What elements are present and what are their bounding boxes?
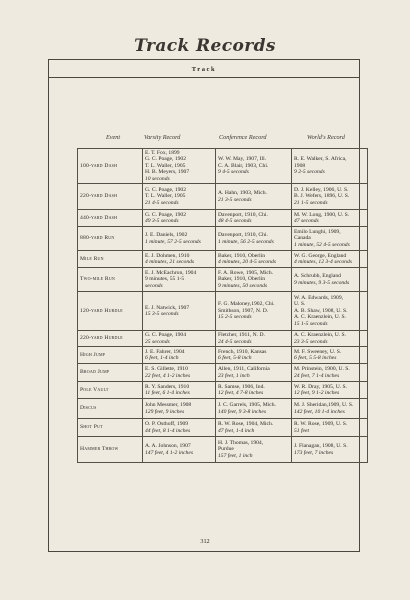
varsity-record-line: 4 minutes, 21 seconds	[145, 259, 195, 266]
event-cell: 220-yard Dash	[78, 184, 143, 210]
varsity-record-cell	[143, 347, 216, 364]
conference-record-line: 140 feet, 9 3-8 inches	[218, 408, 267, 415]
world-record-line: R. E. Walker, S. Africa,	[294, 156, 347, 163]
world-record-cell	[292, 419, 368, 437]
varsity-record-line: 11 feet, 6 1-4 inches	[145, 390, 190, 397]
conference-record-line: 6 feet, 5-8 inch	[218, 355, 252, 362]
column-header-world: World's Record	[307, 134, 345, 141]
varsity-record-line: 1 minute, 57 2-5 seconds	[145, 238, 201, 245]
world-record-cell	[292, 210, 368, 227]
conference-record-cell	[216, 210, 292, 227]
world-record-line: 4 minutes, 12 3-4 seconds	[294, 259, 352, 266]
table-row	[78, 268, 368, 292]
conference-record-line: F. A. Rowe, 1905, Mich.	[218, 269, 274, 276]
varsity-record-line: 21 4-5 seconds	[145, 199, 179, 206]
world-record-line: 173 feet, 7 inches	[294, 449, 334, 456]
world-record-cell	[292, 331, 368, 347]
varsity-record-cell	[143, 251, 216, 268]
conference-record-cell	[216, 347, 292, 364]
world-record-cell	[292, 268, 368, 292]
conference-record-line: R. Samse, 1906, Ind.	[218, 383, 265, 390]
table-row	[78, 149, 368, 184]
world-record-line: 21 1-5 seconds	[294, 199, 328, 206]
varsity-record-line: J. E. Daniels, 1902	[145, 232, 188, 239]
world-record-line: 51 feet	[294, 427, 310, 434]
varsity-record-line: T. L. Waller, 1905	[145, 162, 186, 169]
world-record-line: A. B. Shaw, 1908, U. S.	[294, 307, 348, 314]
varsity-record-line: G. C. Poage, 1902	[145, 211, 187, 218]
conference-record-line: Fletcher, 1911, N. D.	[218, 332, 265, 339]
varsity-record-line: J. E. Fahrer, 1904	[145, 348, 185, 355]
world-record-cell	[292, 399, 368, 419]
world-record-line: U. S.	[294, 301, 306, 308]
conference-record-line: 157 feet, 1 inch	[218, 452, 253, 459]
world-record-line: 9 minutes, 9 3-5 seconds	[294, 279, 350, 286]
conference-record-line: W. W. May, 1907, Ill.	[218, 156, 267, 163]
page-title: Track Records	[134, 36, 276, 56]
varsity-record-line: 25 seconds	[145, 338, 170, 345]
varsity-record-line: 129 feet, 9 inches	[145, 408, 185, 415]
conference-record-line: 21 3-5 seconds	[218, 196, 252, 203]
table-row	[78, 419, 368, 437]
varsity-record-cell	[143, 382, 216, 399]
varsity-record-line: O. P. Osthoff, 1909	[145, 421, 189, 428]
varsity-record-cell	[143, 210, 216, 227]
event-cell: 120-yard Hurdle	[78, 292, 143, 331]
varsity-record-line: 6 feet, 1-4 inch	[145, 355, 179, 362]
event-cell: Pole Vault	[78, 382, 143, 399]
conference-record-line: 15 2-5 seconds	[218, 314, 252, 321]
world-record-cell	[292, 364, 368, 382]
event-cell: Shot Put	[78, 419, 143, 437]
event-cell: 440-yard Dash	[78, 210, 143, 227]
world-record-line: Emilo Lunghi, 1909,	[294, 228, 341, 235]
conference-record-cell	[216, 437, 292, 463]
conference-record-cell	[216, 382, 292, 399]
conference-record-line: A. Hahn, 1903, Mich.	[218, 190, 267, 197]
varsity-record-line: 44 feet, 8 1-4 inches	[145, 427, 191, 434]
conference-record-line: Davenport, 1910, Chi.	[218, 232, 268, 239]
varsity-record-cell	[143, 292, 216, 331]
varsity-record-line: G. C. Poage, 1904	[145, 332, 187, 339]
world-record-line: 24 feet, 7 1-4 inches	[294, 372, 340, 379]
conference-record-cell	[216, 419, 292, 437]
varsity-record-line: 15 3-5 seconds	[145, 311, 179, 318]
conference-record-line: R. W. Rose, 1904, Mich.	[218, 421, 274, 428]
world-record-line: 6 feet, 5 5-8 inches	[294, 355, 337, 362]
event-cell: Discus	[78, 399, 143, 419]
conference-record-line: Smithson, 1907, N. D.	[218, 307, 269, 314]
table-row	[78, 382, 368, 399]
header-rule	[49, 77, 359, 78]
varsity-record-line: John Messmer, 1908	[145, 402, 192, 409]
world-record-line: 9 2-5 seconds	[294, 169, 325, 176]
conference-record-line: 47 feet, 1-4 inch	[218, 427, 255, 434]
varsity-record-line: 147 feet, 4 1-2 inches	[145, 449, 194, 456]
conference-record-cell	[216, 399, 292, 419]
world-record-line: 142 feet, 10 1-4 inches	[294, 408, 345, 415]
conference-record-line: Baker, 1910, Oberlin	[218, 276, 266, 283]
world-record-line: 47 seconds	[294, 218, 319, 225]
varsity-record-line: G. C. Poage, 1902	[145, 186, 187, 193]
world-record-cell	[292, 227, 368, 251]
world-record-cell	[292, 149, 368, 184]
conference-record-cell	[216, 268, 292, 292]
varsity-record-cell	[143, 149, 216, 184]
varsity-record-line: R. Y. Sanders, 1910	[145, 383, 190, 390]
varsity-record-line: H. B. Meyers, 1907	[145, 169, 190, 176]
conference-record-line: 1 minute, 56 2-5 seconds	[218, 238, 274, 245]
varsity-record-cell	[143, 437, 216, 463]
varsity-record-cell	[143, 419, 216, 437]
varsity-record-line: T. L. Waller, 1905	[145, 193, 186, 200]
table-row	[78, 184, 368, 210]
running-head: Track	[191, 66, 217, 73]
conference-record-cell	[216, 227, 292, 251]
varsity-record-line: 22 feet, 4 1-2 inches	[145, 372, 191, 379]
world-record-cell	[292, 437, 368, 463]
varsity-record-line: E. J. Dohmen, 1910	[145, 252, 190, 259]
world-record-line: M. F. Sweeney, U. S.	[294, 348, 342, 355]
conference-record-cell	[216, 292, 292, 331]
world-record-line: W. R. Dray, 1905, U. S.	[294, 383, 348, 390]
conference-record-cell	[216, 364, 292, 382]
table-row	[78, 347, 368, 364]
conference-record-cell	[216, 149, 292, 184]
conference-record-line: Allen, 1911, California	[218, 366, 270, 373]
event-cell: 220-yard Hurdle	[78, 331, 143, 347]
event-cell: Mile Run	[78, 251, 143, 268]
conference-record-line: 4 minutes, 20 4-5 seconds	[218, 259, 276, 266]
varsity-record-cell	[143, 364, 216, 382]
table-row	[78, 210, 368, 227]
varsity-record-line: 49 3-5 seconds	[145, 218, 179, 225]
conference-record-line: 12 feet, 4 7-8 inches	[218, 390, 264, 397]
event-cell: Hammer Throw	[78, 437, 143, 463]
table-row	[78, 331, 368, 347]
conference-record-line: 23 feet, 1 inch	[218, 372, 250, 379]
world-record-cell	[292, 347, 368, 364]
world-record-line: Canada	[294, 235, 311, 242]
conference-record-line: F. G. Maloney,1902, Chi.	[218, 301, 275, 308]
table-row	[78, 399, 368, 419]
event-cell: Broad Jump	[78, 364, 143, 382]
event-cell: 880-yard Run	[78, 227, 143, 251]
world-record-line: B. J. Wefers, 1896, U. S.	[294, 193, 350, 200]
varsity-record-line: seconds	[145, 282, 163, 289]
varsity-record-cell	[143, 331, 216, 347]
conference-record-line: H. J. Thomas, 1904,	[218, 439, 264, 446]
world-record-line: 15 1-5 seconds	[294, 320, 328, 327]
conference-record-line: Davenport, 1910, Chi.	[218, 211, 268, 218]
world-record-line: 12 feet, 9 1-2 inches	[294, 390, 340, 397]
varsity-record-cell	[143, 399, 216, 419]
varsity-record-line: 10 seconds	[145, 175, 170, 182]
world-record-line: A. C. Kraenzlein, U. S.	[294, 314, 347, 321]
world-record-cell	[292, 184, 368, 210]
world-record-line: A. Schrubb, England	[294, 273, 341, 280]
world-record-cell	[292, 292, 368, 331]
world-record-cell	[292, 382, 368, 399]
world-record-line: W. A. Edwards, 1909,	[294, 295, 344, 302]
page-number: 312	[200, 538, 210, 545]
column-header-event: Event	[106, 134, 121, 141]
world-record-line: D. J. Kelley, 1906, U. S.	[294, 186, 349, 193]
world-record-line: A. C. Kraenzlein, U. S.	[294, 332, 347, 339]
varsity-record-line: E. S. Gillette, 1910	[145, 366, 188, 373]
column-header-conference: Conference Record	[219, 134, 267, 141]
table-row	[78, 364, 368, 382]
world-record-line: 23 3-5 seconds	[294, 338, 328, 345]
varsity-record-line: E. T. Fox, 1899	[145, 150, 180, 156]
world-record-line: J. Flanagan, 1908, U. S.	[294, 443, 348, 450]
table-row	[78, 292, 368, 331]
varsity-record-cell	[143, 227, 216, 251]
varsity-record-cell	[143, 184, 216, 210]
records-body	[78, 149, 368, 463]
world-record-cell	[292, 251, 368, 268]
conference-record-cell	[216, 331, 292, 347]
world-record-line: M. J. Sheridan,1909, U. S.	[294, 402, 354, 409]
conference-record-cell	[216, 184, 292, 210]
conference-record-line: French, 1910, Kansas	[218, 348, 267, 355]
world-record-line: 1 minute, 52 4-5 seconds	[294, 241, 350, 248]
conference-record-line: J. C. Garrels, 1905, Mich.	[218, 402, 276, 409]
world-record-line: W. G. George, England	[294, 252, 347, 259]
column-header-varsity: Varsity Record	[144, 134, 181, 141]
conference-record-line: 9 minutes, 50 seconds	[218, 282, 268, 289]
conference-record-line: 48 4-5 seconds	[218, 218, 252, 225]
varsity-record-line: 9 minutes, 55 1-5	[145, 276, 185, 283]
varsity-record-line: E. J. Natwick, 1907	[145, 304, 190, 311]
varsity-record-cell	[143, 268, 216, 292]
conference-record-line: Baker, 1910, Oberlin	[218, 252, 266, 259]
event-cell: High Jump	[78, 347, 143, 364]
conference-record-line: Purdue	[218, 446, 234, 453]
varsity-record-line: E. J. McEachron, 1904	[145, 269, 197, 276]
table-row	[78, 251, 368, 268]
records-table	[77, 148, 368, 463]
world-record-line: M. Prinstein, 1900, U. S.	[294, 366, 350, 373]
table-row	[78, 437, 368, 463]
event-cell: 100-yard Dash	[78, 149, 143, 184]
conference-record-line: 24 4-5 seconds	[218, 338, 252, 345]
world-record-line: R. W. Rose, 1909, U. S.	[294, 421, 348, 428]
event-cell: Two-mile Run	[78, 268, 143, 292]
conference-record-line: 9 4-5 seconds	[218, 169, 249, 176]
world-record-line: 1908	[294, 162, 306, 169]
world-record-line: M. W. Long, 1900, U. S.	[294, 211, 350, 218]
table-row	[78, 227, 368, 251]
varsity-record-line: A. A. Johnson, 1907	[145, 443, 191, 450]
conference-record-line: C. A. Blair, 1903, Chi.	[218, 162, 269, 169]
varsity-record-line: G. C. Poage, 1902	[145, 156, 187, 163]
conference-record-cell	[216, 251, 292, 268]
